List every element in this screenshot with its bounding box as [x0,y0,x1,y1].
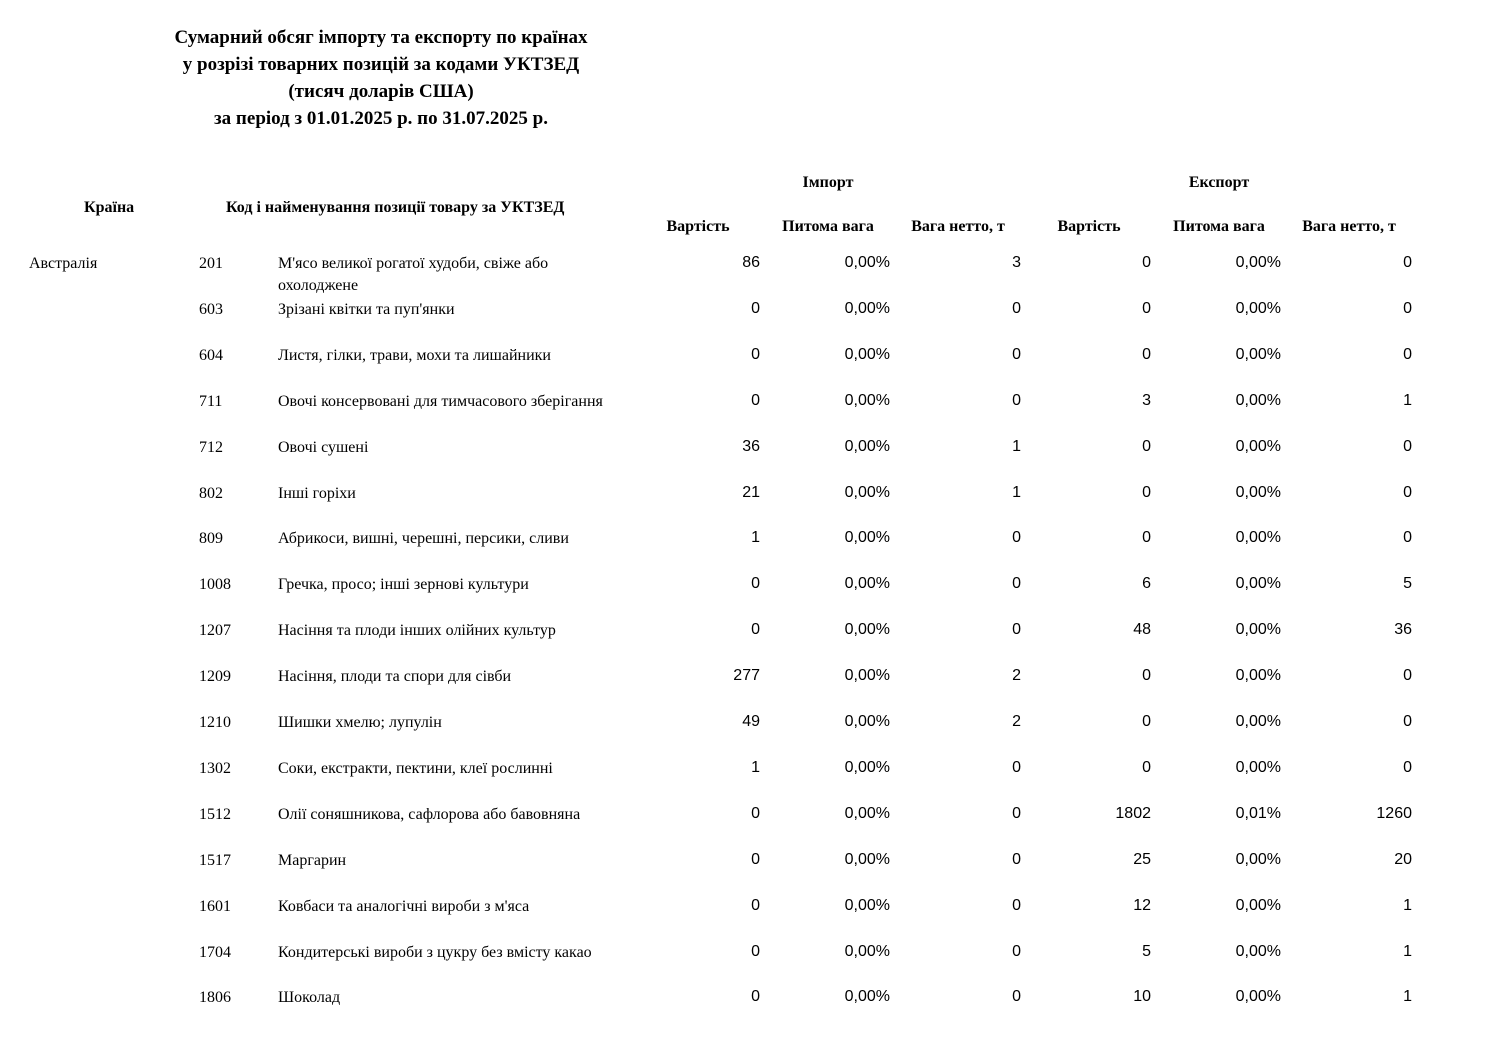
row-code: 1517 [199,852,231,869]
row-exp-value: 12 [1133,897,1151,914]
row-imp-weight: 2 [1012,667,1021,684]
row-imp-value: 36 [742,438,760,455]
row-exp-share: 0,00% [1235,529,1281,546]
row-name: Абрикоси, вишні, черешні, персики, сливи [278,530,569,547]
row-code: 1806 [199,989,231,1006]
row-imp-weight: 0 [1012,300,1021,317]
row-imp-share: 0,00% [844,713,890,730]
row-exp-weight: 36 [1394,621,1412,638]
row-imp-share: 0,00% [844,759,890,776]
header-country: Країна [84,199,135,216]
row-exp-value: 48 [1133,621,1151,638]
row-name: Насіння та плоди інших олійних культур [278,622,556,639]
row-code: 604 [199,347,223,364]
row-exp-value: 25 [1133,851,1151,868]
row-imp-weight: 0 [1012,575,1021,592]
row-imp-value: 0 [751,575,760,592]
row-code: 1008 [199,576,231,593]
header-code-name: Код і найменування позиції товару за УКТЗЕД [226,199,565,216]
row-imp-share: 0,00% [844,805,890,822]
row-code: 1704 [199,944,231,961]
row-name: Шишки хмелю; лупулін [278,714,442,731]
row-imp-value: 1 [751,759,760,776]
row-exp-share: 0,01% [1235,805,1281,822]
row-exp-value: 0 [1142,529,1151,546]
row-name: Інші горіхи [278,485,356,502]
row-imp-weight: 0 [1012,621,1021,638]
row-imp-value: 0 [751,392,760,409]
row-imp-value: 0 [751,805,760,822]
row-exp-value: 1802 [1115,805,1151,822]
row-imp-weight: 2 [1012,713,1021,730]
title-line-3: (тисяч доларів США) [288,81,474,102]
row-imp-weight: 1 [1012,438,1021,455]
row-imp-value: 0 [751,300,760,317]
row-imp-share: 0,00% [844,988,890,1005]
row-imp-weight: 0 [1012,392,1021,409]
row-exp-weight: 1 [1403,988,1412,1005]
header-import-value: Вартість [666,218,730,235]
row-imp-share: 0,00% [844,529,890,546]
row-exp-value: 0 [1142,254,1151,271]
row-exp-share: 0,00% [1235,254,1281,271]
row-exp-value: 3 [1142,392,1151,409]
row-imp-share: 0,00% [844,438,890,455]
row-imp-value: 0 [751,988,760,1005]
row-imp-value: 21 [742,484,760,501]
row-imp-weight: 0 [1012,943,1021,960]
row-imp-weight: 0 [1012,805,1021,822]
row-exp-value: 0 [1142,484,1151,501]
row-imp-share: 0,00% [844,300,890,317]
row-name: Соки, екстракти, пектини, клеї рослинні [278,760,553,777]
row-exp-weight: 1260 [1376,805,1412,822]
row-exp-share: 0,00% [1235,667,1281,684]
row-exp-weight: 0 [1403,667,1412,684]
row-exp-value: 0 [1142,713,1151,730]
row-imp-value: 0 [751,943,760,960]
row-exp-weight: 0 [1403,300,1412,317]
row-exp-value: 10 [1133,988,1151,1005]
row-name: М'ясо великої рогатої худоби, свіже або охолоджене [278,255,549,294]
row-exp-share: 0,00% [1235,943,1281,960]
title-line-1: Сумарний обсяг імпорту та експорту по країнах [174,27,588,48]
row-code: 712 [199,439,223,456]
row-imp-value: 86 [742,254,760,271]
row-imp-value: 277 [733,667,760,684]
row-exp-value: 0 [1142,438,1151,455]
row-code: 1207 [199,622,231,639]
row-exp-weight: 1 [1403,392,1412,409]
row-name: Шоколад [278,989,341,1006]
row-exp-share: 0,00% [1235,621,1281,638]
row-imp-weight: 0 [1012,988,1021,1005]
row-imp-weight: 0 [1012,529,1021,546]
row-imp-weight: 1 [1012,484,1021,501]
row-exp-weight: 0 [1403,529,1412,546]
report-title [0,24,762,132]
row-exp-weight: 0 [1403,484,1412,501]
header-import-weight: Вага нетто, т [911,218,1005,235]
row-exp-share: 0,00% [1235,346,1281,363]
header-export-share: Питома вага [1173,218,1265,235]
row-name: Маргарин [278,852,347,869]
row-imp-weight: 0 [1012,759,1021,776]
row-imp-weight: 3 [1012,254,1021,271]
row-imp-value: 1 [751,529,760,546]
header-export: Експорт [1188,174,1250,191]
row-name: Овочі сушені [278,439,369,456]
row-name: Олії соняшникова, сафлорова або бавовняна [278,806,581,823]
row-imp-share: 0,00% [844,897,890,914]
country-cell: Австралія [29,255,98,272]
row-imp-weight: 0 [1012,346,1021,363]
row-imp-value: 0 [751,897,760,914]
row-imp-share: 0,00% [844,851,890,868]
row-code: 1601 [199,898,231,915]
row-imp-value: 49 [742,713,760,730]
header-export-weight: Вага нетто, т [1302,218,1396,235]
row-exp-value: 0 [1142,759,1151,776]
row-exp-weight: 0 [1403,438,1412,455]
row-exp-value: 0 [1142,346,1151,363]
row-code: 1302 [199,760,231,777]
row-exp-weight: 1 [1403,897,1412,914]
row-imp-share: 0,00% [844,621,890,638]
row-name: Овочі консервовані для тимчасового зберігання [278,393,603,410]
row-imp-share: 0,00% [844,667,890,684]
row-code: 1209 [199,668,231,685]
row-code: 1210 [199,714,231,731]
row-code: 711 [199,393,223,410]
row-exp-share: 0,00% [1235,484,1281,501]
row-code: 201 [199,255,223,272]
row-exp-share: 0,00% [1235,438,1281,455]
row-code: 1512 [199,806,231,823]
row-exp-share: 0,00% [1235,713,1281,730]
row-imp-share: 0,00% [844,392,890,409]
row-exp-value: 5 [1142,943,1151,960]
row-exp-share: 0,00% [1235,897,1281,914]
row-exp-weight: 0 [1403,254,1412,271]
row-imp-share: 0,00% [844,943,890,960]
row-exp-share: 0,00% [1235,300,1281,317]
row-code: 603 [199,301,223,318]
row-exp-weight: 1 [1403,943,1412,960]
row-exp-share: 0,00% [1235,988,1281,1005]
row-imp-value: 0 [751,346,760,363]
row-code: 809 [199,530,223,547]
row-imp-share: 0,00% [844,575,890,592]
row-name: Листя, гілки, трави, мохи та лишайники [278,347,551,364]
row-exp-share: 0,00% [1235,575,1281,592]
row-exp-value: 6 [1142,575,1151,592]
row-name: Кондитерські вироби з цукру без вмісту какао [278,944,592,961]
row-imp-value: 0 [751,851,760,868]
row-exp-weight: 0 [1403,713,1412,730]
row-name: Насіння, плоди та спори для сівби [278,668,512,685]
row-exp-value: 0 [1142,300,1151,317]
title-line-4: за період з 01.01.2025 р. по 31.07.2025 р. [214,108,548,129]
row-imp-value: 0 [751,621,760,638]
row-imp-weight: 0 [1012,897,1021,914]
header-export-value: Вартість [1057,218,1121,235]
row-exp-share: 0,00% [1235,392,1281,409]
row-imp-share: 0,00% [844,484,890,501]
row-exp-weight: 0 [1403,346,1412,363]
row-exp-share: 0,00% [1235,851,1281,868]
row-imp-weight: 0 [1012,851,1021,868]
header-import-share: Питома вага [782,218,874,235]
row-exp-share: 0,00% [1235,759,1281,776]
row-exp-weight: 0 [1403,759,1412,776]
row-exp-weight: 20 [1394,851,1412,868]
row-exp-weight: 5 [1403,575,1412,592]
row-exp-value: 0 [1142,667,1151,684]
row-name: Ковбаси та аналогічні вироби з м'яса [278,898,530,915]
row-name: Гречка, просо; інші зернові культури [278,576,529,593]
title-line-2: у розрізі товарних позицій за кодами УКТЗЕД [182,54,580,75]
row-imp-share: 0,00% [844,346,890,363]
row-name: Зрізані квітки та пуп'янки [278,301,455,318]
row-imp-share: 0,00% [844,254,890,271]
row-code: 802 [199,485,223,502]
header-import: Імпорт [802,174,854,191]
